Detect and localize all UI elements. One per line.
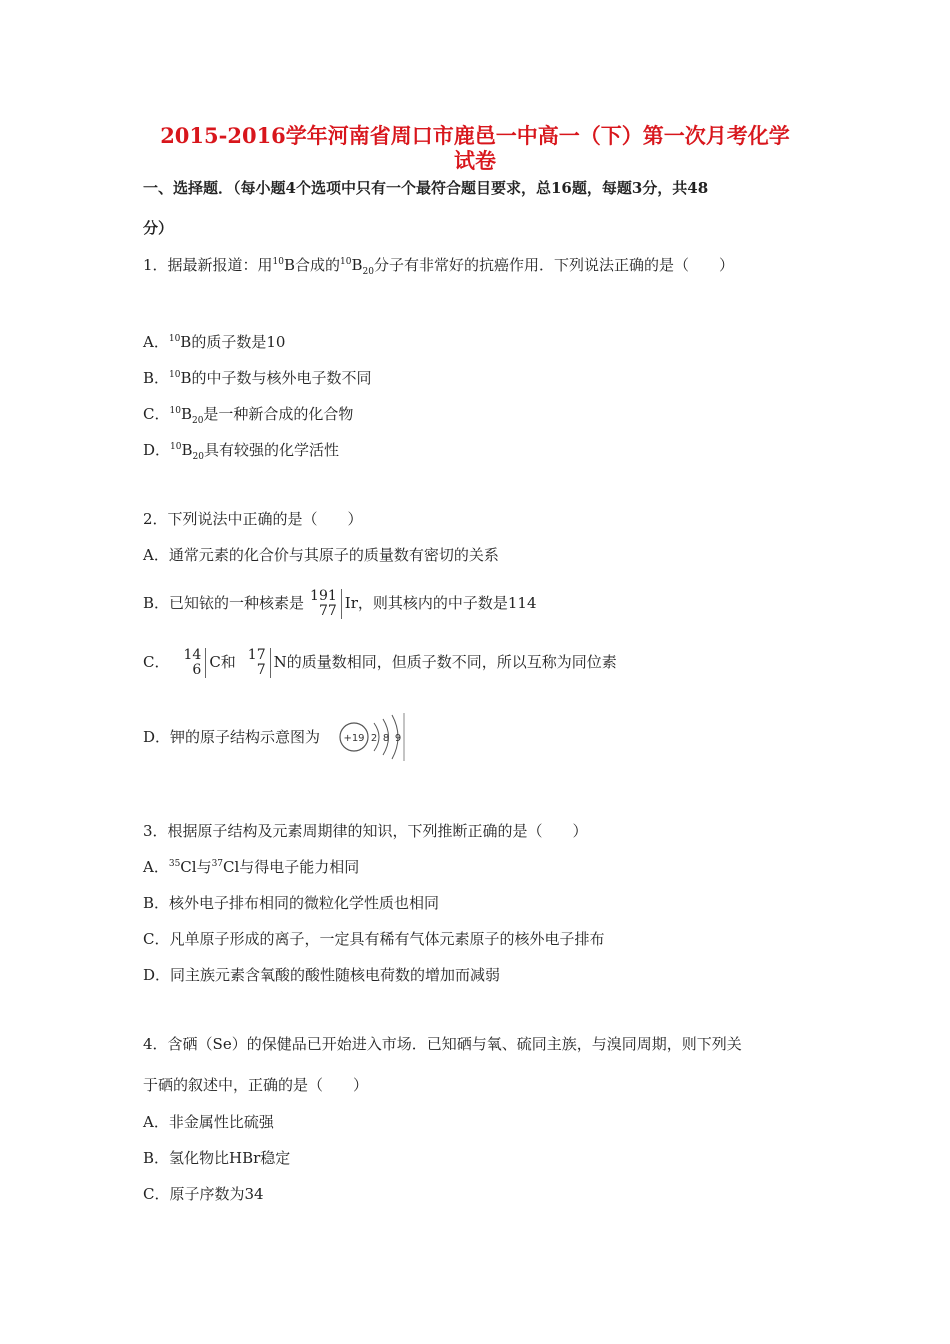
q1-b-mass: 10: [169, 370, 181, 380]
q1-stem-mid: B合成的: [284, 256, 341, 274]
q1-b-prefix: B．: [143, 369, 170, 387]
q4-option-c: C．原子序数为34: [143, 1185, 264, 1203]
q4-option-b: B．氢化物比HBr稳定: [143, 1149, 291, 1167]
q1-option-c: [143, 404, 353, 424]
q2-b-nuclide: [310, 589, 342, 619]
nucleus-charge: +19: [343, 733, 365, 744]
q1-option-a: [143, 332, 285, 352]
q1-d-text: 具有较强的化学活性: [203, 441, 339, 459]
q4-stem-line1: 4．含硒（Se）的保健品已开始进入市场．已知硒与氧、硫同主族，与溴同周期，则下列关: [143, 1035, 742, 1053]
q2-c-atomic1: 6: [192, 662, 202, 678]
q3-a-text2: Cl与得电子能力相同: [223, 858, 360, 876]
q1-a-mass: 10: [168, 334, 181, 344]
q1-d-sub: 20: [192, 452, 204, 462]
q4-option-a: A．非金属性比硫强: [143, 1113, 274, 1131]
q2-c-mass2: 17: [247, 647, 266, 663]
q2-c-mid: C和: [209, 653, 236, 671]
shell-count-2: 8: [382, 733, 390, 744]
q2-c-nuclide2: [248, 648, 271, 678]
q1-c-text: 是一种新合成的化合物: [203, 405, 354, 423]
q2-c-mass1: 14: [183, 647, 202, 663]
section-heading-line2: 分）: [143, 219, 174, 237]
exam-title-line1: 2015-2016学年河南省周口市鹿邑一中高一（下）第一次月考化学: [160, 123, 790, 148]
q1-b-text: B的中子数与核外电子数不同: [180, 369, 372, 387]
q2-c-prefix: C．: [143, 653, 170, 671]
q3-a-prefix: A．: [143, 858, 169, 876]
q2-b-prefix: B．已知铱的一种核素是: [143, 594, 305, 612]
q2-b-suffix: Ir，则其核内的中子数是114: [344, 594, 537, 612]
q2-option-c: [143, 647, 617, 678]
q1-stem-mass2: 10: [340, 257, 352, 267]
section-heading-line1: 一、选择题．（每小题4个选项中只有一个最符合题目要求，总16题，每题3分，共48: [143, 179, 709, 197]
q1-c-mass: 10: [169, 406, 181, 416]
q1-a-prefix: A．: [143, 333, 169, 351]
q1-stem-mass1: 10: [272, 257, 284, 267]
q2-c-suffix: N的质量数相同，但质子数不同，所以互称为同位素: [273, 653, 617, 671]
q2-b-atomic: 77: [318, 603, 337, 619]
shell-count-3: 9: [394, 733, 402, 744]
q1-a-text: B的质子数是10: [180, 333, 286, 351]
q1-c-sub: 20: [191, 416, 204, 426]
potassium-atom-diagram: [336, 713, 406, 761]
q3-a-text1: Cl与: [180, 858, 212, 876]
q1-d-b: B: [181, 441, 193, 459]
q1-option-d: [143, 440, 339, 460]
q2-c-nuclide1: [183, 648, 206, 678]
q3-stem: 3．根据原子结构及元素周期律的知识，下列推断正确的是（ ）: [143, 822, 588, 840]
q1-stem-prefix: 1．据最新报道：用: [143, 256, 273, 274]
q2-option-d: D．钾的原子结构示意图为: [143, 728, 321, 746]
q1-d-prefix: D．: [143, 441, 171, 459]
q2-option-b: [143, 588, 537, 619]
q3-a-mass1: 35: [168, 859, 181, 869]
q1-option-b: [143, 368, 372, 388]
q1-stem-suffix: 分子有非常好的抗癌作用．下列说法正确的是（ ）: [373, 256, 734, 274]
q3-option-a: [143, 857, 359, 877]
q3-option-c: C．凡单原子形成的离子，一定具有稀有气体元素原子的核外电子排布: [143, 930, 605, 948]
q2-stem: 2．下列说法中正确的是（ ）: [143, 510, 363, 528]
q4-stem-line2: 于硒的叙述中，正确的是（ ）: [143, 1076, 369, 1094]
q1-c-prefix: C．: [143, 405, 170, 423]
q2-option-a: A．通常元素的化合价与其原子的质量数有密切的关系: [143, 546, 499, 564]
q1-stem-sub: 20: [362, 267, 374, 277]
shell-count-1: 2: [370, 733, 378, 744]
q1-c-b: B: [180, 405, 192, 423]
exam-title-line2: 试卷: [454, 148, 496, 173]
q1-stem: [143, 255, 734, 275]
q1-d-mass: 10: [170, 442, 182, 452]
q3-option-b: B．核外电子排布相同的微粒化学性质也相同: [143, 894, 440, 912]
q3-a-mass2: 37: [211, 859, 224, 869]
q2-c-atomic2: 7: [256, 662, 266, 678]
q3-option-d: D．同主族元素含氧酸的酸性随核电荷数的增加而减弱: [143, 966, 501, 984]
q1-stem-b: B: [351, 256, 363, 274]
q2-b-mass: 191: [310, 588, 337, 604]
